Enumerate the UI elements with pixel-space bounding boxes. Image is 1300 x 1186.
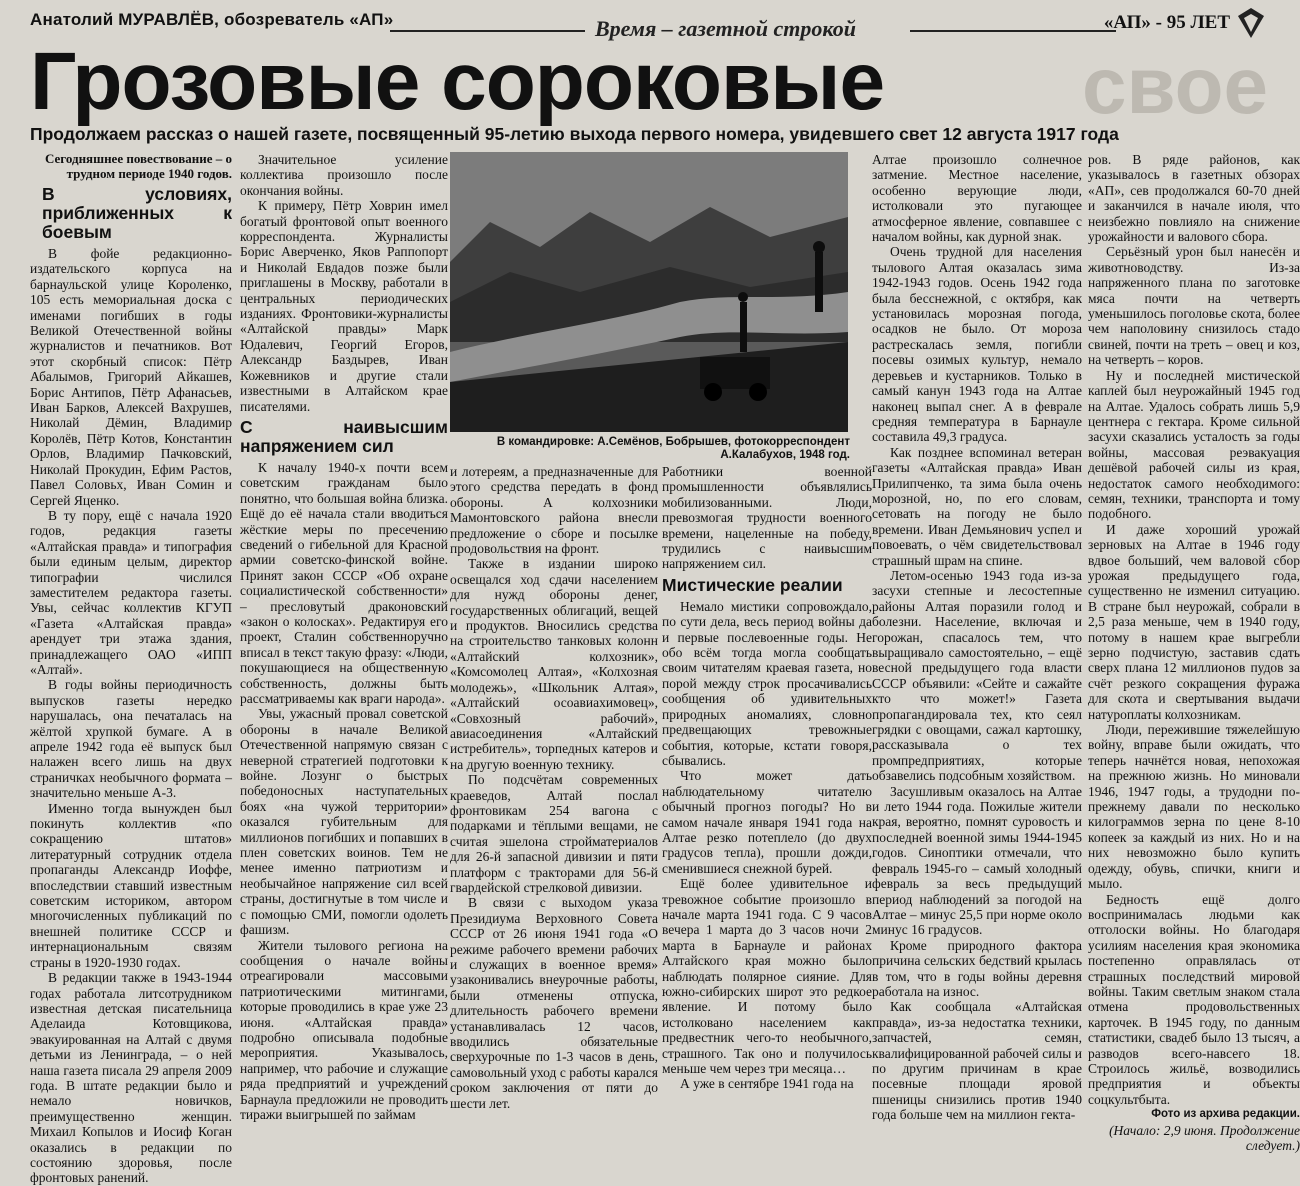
paragraph: А уже в сентябре 1941 года на [680,1076,854,1092]
newspaper-logo-icon [1236,6,1266,40]
paragraph: Алтае произошло солнечное затмение. Местное население, особенно верующие люди, истолковали это пугающее атмосферное явление, совпавшее с началом войны, как дурной знак. [872,152,1082,245]
anniversary-badge [1104,6,1266,40]
paragraph: Люди, пережившие тяжелейшую войну, вправе были ожидать, что теперь начнётся новая, непохожая на прежнюю жизнь. Но миновали 1946, 1947 годы, а трудодни по-прежнему давали по несколько килограммов зерна по цене 8-10 копеек за каждый из них. Но и на них невозможно было купить одежду, обувь, спички, книги и мыло. [1088,722,1300,892]
badge-text: «АП» - 95 ЛЕТ [1103,12,1230,33]
paragraph: Ещё более удивительное и тревожное событие произошло в начале марта 1941 года. С 9 часов вечера 1 марта до 3 часов ночи 2 марта в Барнауле и районах Алтайского края можно было наблюдать полярное сияние. Для южно-сибирских широт это редкое явление. И потому было истолковано населением как предвестник чего-то необычного, страшного. Так оно и получилось меньше чем через три месяца… [662,876,872,1077]
subhead-1: В условиях, приближенных к боевым [42,184,232,242]
paragraph: Бедность ещё долго воспринималась людьми как отголоски войны. Но благодаря усилиям населения края экономика постепенно оправлялась от страшных последствий мировой войны. Таким светлым знаком стала отмена продовольственных карточек. В 1945 году, по данным статистики, свадеб было 13 тысяч, а разводов всего-навсего 18. Строилось жильё, возводились предприятия и объекты соцкультбыта. [1088,891,1300,1107]
paragraph: В фойе редакционно-издательского корпуса на барнаульской улице Короленко, 105 есть мемориальная доска с именами погибших в годы Великой Отечественной войны журналистов и печатников. Вот этот скорбный список: Пётр Абалымов, Григорий Айкашев, Борис Антипов, Пётр Афанасьев, Иван Барков, Алексей Вахрушев, Николай Дёмин, Владимир Королёв, Пётр Котов, Константин Орлов, Владимир Пачковский, Николай Прокудин, Ефим Растов, Павел Соловьх, Иван Сомин и Сергей Яценко. [30,246,232,508]
paragraph: Очень трудной для населения тылового Алтая оказалась зима 1942-1943 годов. Осень 1942 года была бесснежной, с октября, как установилась морозная погода, осадков не было. От мороза растрескалась земля, погибли посевы озимых культур, немало деревьев и кустарников. Только в самый канун 1943 года на Алтае наконец выпал снег. А в феврале средняя температура в Барнауле составила 49,3 градуса. [872,244,1082,445]
paragraph: и лотереям, а предназначенные для этого средства передать в фонд обороны. А колхозники Мамонтовского района внесли предложение о сборе и посылке продовольствия на фронт. [450,464,658,557]
intro-text: Сегодняшнее повествование – о трудном периоде 1940 годов. [44,151,232,181]
paragraph: В годы войны периодичность выпусков газеты нередко нарушалась, она печаталась на жёлтой хрупкой бумаге. А в апреле 1942 года её выпуск был налажен всего лишь на двух страничках необычного формата – значительно меньше А-3. [30,677,232,801]
paragraph: К примеру, Пётр Ховрин имел богатый фронтовой опыт военного корреспондента. Журналисты Борис Аверченко, Яков Раппопорт и Николай Евдадов позже были приглашены в Москву, работали в центральных периодических изданиях. Фронтовики-журналисты «Алтайской правды» Марк Юдалевич, Георгий Егоров, Александр Баздырев, Иван Кожевников и другие стали известными в Алтайском крае писателями. [240,198,448,414]
article-lead: Продолжаем рассказ о нашей газете, посвященный 95-летию выхода первого номера, увидевшего свет 12 августа 1917 года [30,124,1119,144]
paragraph: В связи с выходом указа Президиума Верховного Совета СССР от 26 июня 1941 года «О режиме рабочего времени рабочих и служащих в военное время» узаконивались внеурочные работы, были отменены отпуска, длительность рабочего времени устанавливалась 12 часов, вводились обязательные сверхурочные по 1-3 часов в день, самовольный уход с работы карался сроком заключения от пяти до шести лет. [450,895,658,1111]
paragraph: Значительное усиление коллектива произошло после окончания войны. [240,152,448,198]
column-6 [1088,152,1300,1153]
paragraph: К началу 1940-х почти всем советским гражданам было понятно, что большая война близка. Ещё до её начала стали вводиться жёсткие меры по пресечению сведений о гибельной для Красной армии советско-финской войне. Принят закон СССР «Об охране социалистической собственности» – пресловутый драконовский «закон о колосках». Редактируя его проект, Сталин собственноручно вписал в текст такую фразу: «Люди, покушающиеся на общественную собственность, должны быть рассматриваемы как враги народа». [240,459,448,706]
paragraph: Как сообщала «Алтайская правда», из-за недостатка техники, запчастей, семян, квалифицированной рабочей силы и по другим причинам в крае посевные площади яровой пшеницы снизились против 1940 года больше чем на миллион гекта- [872,999,1082,1123]
article-headline: Грозовые сороковые [30,36,885,127]
paragraph: Кроме природного фактора причина сельских бедствий крылась в том, что в годы войны деревня работала на износ. [872,937,1082,999]
paragraph: Что может дать наблюдательному читателю обычный прогноз погоды? Но в самом начале января 1941 года на Алтае резко потеплело (до двух градусов тепла), прошли дожди, сменившиеся снежной бурей. [662,768,872,876]
paragraph: Работники военной промышленности объявлялись мобилизованными. Люди, превозмогая трудности военного времени, нацеленные на победу, трудились с наивысшим напряжением сил. [662,464,872,572]
paragraph: Как позднее вспоминал ветеран газеты «Алтайская правда» Иван Прилипченко, та зима была очень морозной, но, по его словам, сетовать на погоду не было времени. Иван Демьянович успел и повоевать, о чём свидетельствовал страшный шрам на спине. [872,444,1082,568]
paragraph: Летом-осенью 1943 года из-за засухи степные и лесостепные районы Алтая поразили голод и болезни. Население, включая и горожан, спасалось тем, что выращивало самостоятельно, – ещё весной предыдущего года власти СССР объявили: «Сейте и сажайте кто что может!» Газета пропагандировала тех, кто сеял грядки с овощами, сажал картошку, рассказывала о тех промпредприятиях, которые обзавелись подсобным хозяйством. [872,567,1082,784]
article-body [20,151,1300,1186]
paragraph: В редакции также в 1943-1944 годах работала литсотрудником известная детская писательница Аделаида Котовщикова, эвакуированная на Алтай с двумя детьми из Ленинграда, – о ней наша газета писала 29 апреля 2009 года. В штате редакции было и немало новичков, преимущественно женщин. Михаил Копылов и Иосиф Коган оказались в редакции по состоянию здоровья, после фронтовых ранений. [30,970,232,1186]
paragraph: Именно тогда вынужден был покинуть коллектив «по сокращению штатов» литературный сотрудник отдела пропаганды Александр Иоффе, впоследствии ставший известным советским историком, автором многочисленных публикаций по внешней политике СССР и интернациональным связям страны в 1920-1930 годах. [30,800,232,970]
paragraph: Немало мистики сопровождало, по сути дела, весь период войны да и первые послевоенные годы. Не обо всём тогда могла сообщать своим читателям краевая газета, но порой между строк просачивались сообщения об удивительных природных аномалиях, словно предвещающих тревожные события, которые, кстати говоря, сбывались. [662,598,872,768]
paragraph: По подсчётам современных краеведов, Алтай послал фронтовикам 254 вагона с подарками и тёплыми вещами, не считая эшелона стройматериалов для 26-й запасной дивизии и пяти платформ с тракторами для 56-й гвардейской стрелковой дивизии. [450,772,658,895]
subhead-2: С наивысшим напряжением сил [240,416,448,456]
column-1 [30,151,232,1186]
rubric-rule-left [390,30,585,32]
paragraph: Засушливым оказалось на Алтае и лето 1944 года. Пожилые жители края, вероятно, помнят суровость и последней военной зимы 1944-1945 годов. Синоптики отмечали, что февраль 1945-го – самый холодный февраль за весь предыдущий период наблюдений за погодой на Алтае – минус 25,5 при норме около минус 16 градусов. [872,783,1082,938]
paragraph: ров. В ряде районов, как указывалось в газетных обзорах «АП», сев продолжался 60-70 дней и заканчился в начале июля, что неизбежно повлияло на снижение урожайности и валового сбора. [1088,152,1300,245]
continuation-note: (Начало: 2,9 июня. Продолжение следует.) [1109,1122,1300,1153]
paragraph: И даже хороший урожай зерновых на Алтае в 1946 году вдвое больший, чем валовой сбор урожая предыдущего года, существенно не изменил ситуацию. В стране был неурожай, собрали в 2,5 раза меньше, чем в 1940 году, потому в нашем крае выгребли зерно подчистую, заставив сдать сверх плана 12 миллионов пудов за счёт резкого сокращения фуража для скота и свертывания выдачи натуроплаты колхозникам. [1088,521,1300,722]
paragraph: Увы, ужасный провал советской обороны в начале Великой Отечественной напрямую связан с неверной стратегией подготовки к войне. Лозунг о быстрых победоносных наступательных боях «на чужой территории» оказался губительным для миллионов погибших и попавших в плен советских воинов. Тем не менее именно патриотизм и необычайное напряжение сил всей страны, достигнутые в том числе и с помощью СМИ, помогли одолеть фашизм. [240,706,448,938]
paragraph: Ну и последней мистической каплей был неурожайный 1945 год на Алтае. Удалось собрать лишь 5,9 центнера с гектара. Кроме сильной засухи сказались усталость за годы войны, массовая реэвакуация дешёвой рабочей силы из края, недостаток самого необходимого: семян, техники, транспорта и тому подобного. [1088,367,1300,522]
paragraph: Серьёзный урон был нанесён и животноводству. Из-за напряженного плана по заготовке мяса почти на четверть уменьшилось поголовье скота, более чем наполовину снизилось стадо свиней, почти на треть – овец и коз, на четверть – коров. [1088,244,1300,368]
background-ghost-text: свое [1082,41,1268,130]
rubric-rule-right [910,30,1116,32]
column-4 [662,464,872,1092]
paragraph: В ту пору, ещё с начала 1920 годов, редакция газеты «Алтайская правда» и типография были единым целым, директор типографии числился заместителем редактора газеты. Увы, сейчас коллектив КГУП «Газета «Алтайская правда» арендует три этажа здания, принадлежащего ОАО «ИПП «Алтай». [30,507,232,677]
paragraph: Также в издании широко освещался ход сдачи населением для нужд обороны денег, государственных облигаций, вещей и продуктов. Вносились средства на строительство танковых колонн «Алтайский колхозник», «Комсомолец Алтая», «Колхозная молодежь», «Школьник Алтая», «Алтайский осоавиахимовец», «Совхозный рабочий», авиасоединения «Алтайский истребитель», торпедных катеров и на другую военную технику. [450,556,658,772]
subhead-3: Мистические реалии [662,574,843,595]
photo-credit: Фото из архива редакции. [1151,1108,1300,1121]
column-5 [872,152,1082,1123]
photo-caption: В командировке: А.Семёнов, Бобрышев, фотокорреспондент А.Калабухов, 1948 год. [496,436,850,461]
column-2 [240,152,448,1122]
column-3 [450,464,658,1111]
rubric-title: Время – газетной строкой [595,16,856,41]
paragraph: Жители тылового региона на сообщения о начале войны отреагировали массовыми патриотическими митингами, которые проводились в крае уже 23 июня. «Алтайская правда» подробно описывала подобные мероприятия. Указывалось, например, что рабочие и служащие ряда предприятий и учреждений Барнаула предложили не проводить тиражи выигрышей по займам [240,937,448,1122]
author-byline: Анатолий МУРАВЛЁВ, обозреватель «АП» [30,10,394,29]
